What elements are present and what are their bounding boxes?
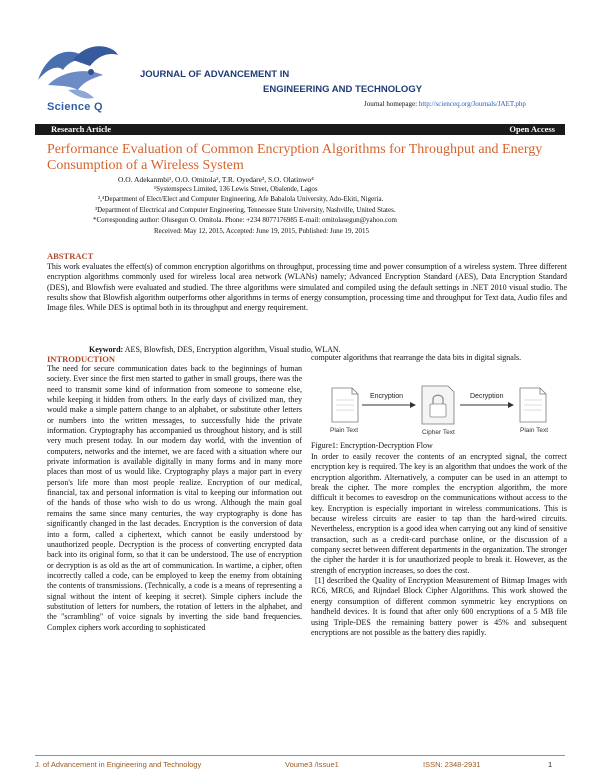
- journal-name-line2: ENGINEERING AND TECHNOLOGY: [263, 84, 423, 95]
- corresponding-author: *Corresponding author: Olusegun O. Omitola. Phone: +234 8077176985 E-mail: omitolasegun@yahoo.com: [93, 216, 397, 224]
- homepage-label: Journal homepage:: [364, 100, 418, 108]
- authors: O.O. Adekanmbi¹, O.O. Omitola², T.R. Oyedare³, S.O. Olatinwo⁴: [118, 175, 314, 184]
- research-article-label: Research Article: [51, 124, 112, 134]
- keywords-label: Keyword:: [89, 345, 124, 354]
- intro-column-2-paragraph-1: In order to easily recover the contents of an encrypted signal, the correct encryption key is required. The key is an algorithm that undoes the work of the encryption algorithm. Alternatively, a computer can be used in an attempt to break the cipher. The more complex the encryption algorithm, the more difficult it becomes to eavesdrop on the communications without access to the key. Encryption is especially important in wireless communications. This is because wireless circuits are easier to tap than the hard-wired circuits. Nevertheless, encryption is a good idea when carrying out any kind of sensitive transaction, such as a credit-card purchase online, or the discussion of a company secret between different departments in the organization. The stronger the cipher the harder it is for unauthorized people to break it. However, as the strength of encryption increases, so does the cost.: [311, 452, 567, 575]
- intro-column-2-body: [311, 452, 567, 638]
- intro-column-2-paragraph-2: [1] described the Quality of Encryption Measurement of Bitmap Images with RC6, MRC6, and Rijndael Block Cipher Algorithms. This work showed the energy consumption of different common symmetric key encryptions on handheld devices. It is found that after only 600 encryptions of a 5 MB file using Triple-DES the remaining battery power is 45% and subsequent encryptions are not possible as the battery dies rapidly.: [311, 576, 567, 637]
- figure-caption: Figure1: Encryption-Decryption Flow: [311, 441, 433, 450]
- abstract-heading: ABSTRACT: [47, 251, 94, 261]
- science-q-logo-icon: [28, 40, 123, 110]
- footer-divider: [35, 755, 565, 756]
- article-title: Performance Evaluation of Common Encryption Algorithms for Throughput and Energy Consumption of a Wireless System: [47, 142, 543, 173]
- affiliation-3: ³Department of Electrical and Computer Engineering, Tennessee State University, Nashville, United States.: [95, 206, 396, 214]
- footer-volume: Voume3 /Issue1: [285, 760, 339, 769]
- encryption-flow-figure: [330, 378, 560, 436]
- journal-name-line1: JOURNAL OF ADVANCEMENT IN: [140, 69, 290, 80]
- cipher-text-lock-icon: [422, 386, 454, 424]
- decryption-arrow-icon: [460, 402, 514, 408]
- figure-label-decryption: Decryption: [470, 393, 504, 400]
- journal-homepage: [364, 100, 526, 108]
- footer-journal: J. of Advancement in Engineering and Technology: [35, 760, 202, 769]
- figure-label-plain-text-2: Plain Text: [520, 427, 549, 434]
- logo-text: Science Q: [47, 101, 103, 113]
- introduction-heading: INTRODUCTION: [47, 354, 116, 364]
- open-access-label: Open Access: [509, 124, 555, 134]
- page-number: 1: [548, 760, 553, 769]
- article-type-bar: [35, 124, 565, 135]
- encryption-arrow-icon: [362, 402, 416, 408]
- intro-column-2-top: computer algorithms that rearrange the data bits in digital signals.: [311, 353, 522, 362]
- figure-label-cipher-text: Cipher Text: [422, 429, 455, 436]
- figure-label-plain-text-1: Plain Text: [330, 427, 359, 434]
- intro-column-1: The need for secure communication dates back to the beginnings of human society. Ever since the first men started to gather in small groups, there was the need to transmit some kind of information from someone to someone else, while keeping it hidden from others. In the early days of civilized man, they would make a simple pattern change to an alphabet, or substitute other letters or numbers into the written messages, to successfully hide the private information. Cryptography has accompanied us throughout history, and is still very much present today. In our modern day world, with the invention of computers, networks and the internet, we are faced with a situation where our private information is available digitally in many forms and in many more places than most of us would like. Cryptography plays a major part in every person's life more than most people realize. Encryption of our medical, financial, tax and personal information is vital to keeping our information out of the hands of those who wish to do us wrong. Although the main goal remains the same since many centuries, the way cryptography is done has significantly changed in the last decades. Encryption is the conversion of data into a form, called a ciphertext, which cannot be easily understood by unauthorized people. Decryption is the process of converting encrypted data back into its original form, so that it can be understood. The use of encryption or decryption is as old as the art of communication. In wartime, a cipher, often incorrectly called a code, can be employed to keep the enemy from obtaining the contents of transmissions. (Technically, a code is a means of representing a signal without the intent of keeping it secret). Simple ciphers include the substitution of letters for numbers, the rotation of letters in the alphabet, and the "scrambling" of voice signals by inverting the side band frequencies. Complex ciphers work according to sophisticated: [47, 364, 302, 632]
- plain-text-document-icon: [332, 388, 358, 422]
- keywords: [89, 345, 341, 354]
- homepage-link[interactable]: http://scienceq.org/Journals/JAET.php: [418, 100, 526, 108]
- publication-dates: Received: May 12, 2015, Accepted: June 19, 2015, Published: June 19, 2015: [154, 227, 370, 235]
- plain-text-document-icon-2: [520, 388, 546, 422]
- affiliation-2: ²,⁴Department of Elect/Elect and Computer Engineering, Afe Babalola University, Ado-Ekiti, Nigeria.: [98, 195, 384, 203]
- footer-issn: ISSN: 2348-2931: [423, 760, 481, 769]
- affiliation-1: ¹Systemspecs Limited, 136 Lewis Street, Obalende, Lagos: [154, 185, 318, 193]
- abstract-text: This work evaluates the effect(s) of common encryption algorithms on throughput, processing time and power consumption of a wireless system. Three different encryption algorithms commonly used for wireless local area network (WLANs) namely; Advanced Encryption Standard (AES), Data Encryption Standard (DES), and Blowfish were evaluated and studied. The three algorithms were simulated and compiled using the default settings in .NET 2010 visual studio. The results show that Blowfish algorithm outperforms other algorithms in terms of energy consumption, processing time and throughput for Text data, Audio files and Image files. While DES is optimal both in its throughput and energy requirement.: [47, 262, 567, 313]
- keywords-list: AES, Blowfish, DES, Encryption algorithm, Visual studio, WLAN.: [123, 345, 341, 354]
- figure-label-encryption: Encryption: [370, 393, 404, 400]
